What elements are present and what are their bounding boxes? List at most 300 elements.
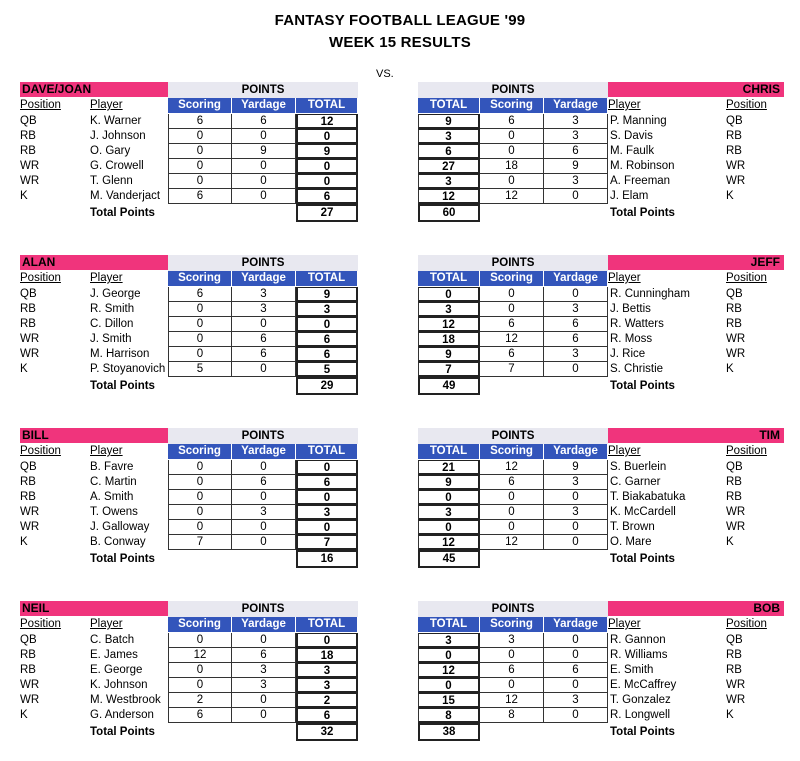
player-name: J. Elam: [610, 190, 649, 202]
scoring-cell: 7: [168, 535, 232, 550]
column-header-scoring: Scoring: [480, 98, 544, 113]
player-name: K. Johnson: [90, 679, 148, 691]
position-cell: RB: [20, 491, 36, 503]
total-points-label: Total Points: [610, 207, 675, 219]
player-row: [20, 663, 360, 678]
yardage-cell: 6: [232, 347, 296, 362]
position-cell: WR: [20, 679, 40, 691]
yardage-cell: 0: [232, 520, 296, 535]
yardage-cell: 3: [544, 174, 608, 189]
player-name: O. Gary: [90, 145, 131, 157]
yardage-cell: 0: [544, 708, 608, 723]
player-name: T. Gonzalez: [610, 694, 671, 706]
yardage-cell: 6: [232, 114, 296, 129]
position-cell: RB: [726, 303, 742, 315]
yardage-cell: 6: [544, 144, 608, 159]
player-row: [418, 633, 784, 648]
yardage-cell: 3: [232, 302, 296, 317]
position-cell: WR: [726, 506, 746, 518]
player-name: R. Watters: [610, 318, 664, 330]
scoring-cell: 6: [168, 287, 232, 302]
column-header-yardage: Yardage: [232, 271, 296, 286]
player-name: B. Conway: [90, 536, 146, 548]
scoring-cell: 0: [168, 174, 232, 189]
total-cell: 6: [296, 347, 358, 362]
yardage-cell: 9: [232, 144, 296, 159]
team-name-banner: TIM: [608, 428, 784, 443]
scoring-cell: 0: [168, 633, 232, 648]
player-name: S. Buerlein: [610, 461, 667, 473]
yardage-cell: 3: [544, 302, 608, 317]
total-cell: 0: [296, 159, 358, 174]
player-row: [418, 129, 784, 144]
total-cell: 0: [418, 520, 480, 535]
player-row: [20, 648, 360, 663]
player-row: [418, 693, 784, 708]
yardage-cell: 0: [544, 287, 608, 302]
position-cell: QB: [726, 461, 743, 473]
scoring-cell: 6: [480, 663, 544, 678]
position-cell: QB: [726, 288, 743, 300]
player-name: K. McCardell: [610, 506, 676, 518]
total-cell: 18: [418, 332, 480, 347]
total-points-value: 49: [418, 377, 480, 395]
total-cell: 21: [418, 460, 480, 475]
position-column-label: Position: [726, 618, 767, 630]
yardage-cell: 0: [232, 633, 296, 648]
player-row: [20, 189, 360, 204]
player-name: K. Warner: [90, 115, 142, 127]
player-row: [418, 535, 784, 550]
matchup-block: [0, 428, 800, 588]
total-cell: 15: [418, 693, 480, 708]
position-cell: K: [20, 363, 28, 375]
vs-label: VS.: [376, 68, 394, 80]
player-row: [418, 362, 784, 377]
total-cell: 6: [418, 144, 480, 159]
position-column-label: Position: [726, 99, 767, 111]
yardage-cell: 6: [544, 663, 608, 678]
total-points-value: 27: [296, 204, 358, 222]
position-cell: RB: [20, 318, 36, 330]
player-row: [20, 475, 360, 490]
scoring-cell: 0: [480, 490, 544, 505]
team-name-banner: BILL: [20, 428, 168, 443]
column-header-scoring: Scoring: [480, 617, 544, 632]
total-cell: 2: [296, 693, 358, 708]
column-header-yardage: Yardage: [232, 444, 296, 459]
player-name: E. McCaffrey: [610, 679, 677, 691]
yardage-cell: 3: [544, 347, 608, 362]
total-cell: 12: [418, 535, 480, 550]
team-name-banner: ALAN: [20, 255, 168, 270]
total-points-value: 38: [418, 723, 480, 741]
total-cell: 3: [296, 302, 358, 317]
scoring-cell: 0: [480, 129, 544, 144]
total-cell: 3: [296, 663, 358, 678]
player-row: [418, 287, 784, 302]
total-cell: 3: [296, 505, 358, 520]
column-header-scoring: Scoring: [168, 617, 232, 632]
position-column-label: Position: [20, 618, 61, 630]
matchup-block: [0, 601, 800, 761]
column-header-yardage: Yardage: [232, 98, 296, 113]
team-name-banner: DAVE/JOAN: [20, 82, 168, 97]
column-header-yardage: Yardage: [544, 444, 608, 459]
scoring-cell: 0: [168, 159, 232, 174]
column-header-yardage: Yardage: [544, 98, 608, 113]
scoring-cell: 2: [168, 693, 232, 708]
position-cell: RB: [726, 491, 742, 503]
column-header-total: TOTAL: [418, 271, 480, 286]
player-name: R. Longwell: [610, 709, 671, 721]
player-name: R. Cunningham: [610, 288, 690, 300]
column-header-total: TOTAL: [418, 98, 480, 113]
yardage-cell: 3: [544, 114, 608, 129]
column-header-total: TOTAL: [296, 617, 358, 632]
player-column-label: Player: [608, 272, 641, 284]
total-cell: 9: [296, 144, 358, 159]
yardage-cell: 0: [232, 317, 296, 332]
total-cell: 0: [296, 174, 358, 189]
player-name: O. Mare: [610, 536, 652, 548]
total-points-label: Total Points: [610, 726, 675, 738]
yardage-cell: 0: [232, 159, 296, 174]
page-title: FANTASY FOOTBALL LEAGUE '99: [274, 12, 526, 29]
yardage-cell: 0: [232, 129, 296, 144]
player-name: T. Owens: [90, 506, 138, 518]
player-row: [418, 663, 784, 678]
yardage-cell: 0: [544, 648, 608, 663]
player-column-label: Player: [608, 445, 641, 457]
total-cell: 18: [296, 648, 358, 663]
player-row: [20, 535, 360, 550]
matchup-block: [0, 255, 800, 415]
player-row: [418, 332, 784, 347]
position-cell: QB: [726, 634, 743, 646]
yardage-cell: 0: [232, 174, 296, 189]
total-cell: 12: [296, 114, 358, 129]
yardage-cell: 6: [544, 332, 608, 347]
player-name: J. Bettis: [610, 303, 651, 315]
position-cell: RB: [20, 303, 36, 315]
yardage-cell: 3: [232, 678, 296, 693]
yardage-cell: 3: [544, 475, 608, 490]
yardage-cell: 9: [544, 460, 608, 475]
position-cell: WR: [20, 333, 40, 345]
position-cell: K: [20, 536, 28, 548]
total-points-label: Total Points: [90, 553, 155, 565]
total-points-label: Total Points: [90, 380, 155, 392]
player-name: J. Johnson: [90, 130, 146, 142]
player-row: [20, 114, 360, 129]
player-name: M. Vanderjact: [90, 190, 161, 202]
points-header: POINTS: [418, 255, 608, 271]
player-row: [418, 317, 784, 332]
scoring-cell: 0: [168, 302, 232, 317]
total-cell: 0: [296, 317, 358, 332]
player-name: R. Gannon: [610, 634, 666, 646]
player-name: T. Brown: [610, 521, 655, 533]
player-name: A. Freeman: [610, 175, 671, 187]
yardage-cell: 6: [544, 317, 608, 332]
team-name-banner: JEFF: [608, 255, 784, 270]
total-cell: 0: [418, 490, 480, 505]
scoring-cell: 12: [480, 189, 544, 204]
player-row: [20, 678, 360, 693]
column-header-yardage: Yardage: [232, 617, 296, 632]
player-row: [20, 693, 360, 708]
total-points-value: 32: [296, 723, 358, 741]
player-column-label: Player: [90, 618, 123, 630]
points-header: POINTS: [418, 82, 608, 98]
player-row: [418, 678, 784, 693]
scoring-cell: 0: [480, 505, 544, 520]
total-cell: 0: [296, 633, 358, 648]
total-cell: 3: [418, 174, 480, 189]
total-cell: 7: [296, 535, 358, 550]
player-row: [20, 287, 360, 302]
position-cell: QB: [20, 288, 37, 300]
scoring-cell: 0: [168, 663, 232, 678]
position-cell: RB: [20, 145, 36, 157]
matchup-block: [0, 82, 800, 242]
scoring-cell: 0: [168, 490, 232, 505]
points-header: POINTS: [168, 428, 358, 444]
total-cell: 9: [418, 347, 480, 362]
player-row: [418, 475, 784, 490]
position-cell: RB: [20, 476, 36, 488]
scoring-cell: 0: [480, 174, 544, 189]
yardage-cell: 0: [544, 362, 608, 377]
yardage-cell: 0: [232, 460, 296, 475]
column-header-total: TOTAL: [418, 444, 480, 459]
yardage-cell: 0: [544, 189, 608, 204]
total-cell: 9: [418, 114, 480, 129]
player-name: J. Rice: [610, 348, 646, 360]
total-cell: 0: [418, 648, 480, 663]
position-cell: RB: [20, 649, 36, 661]
total-cell: 0: [418, 678, 480, 693]
points-header: POINTS: [168, 82, 358, 98]
column-header-total: TOTAL: [296, 271, 358, 286]
scoring-cell: 0: [168, 144, 232, 159]
yardage-cell: 0: [544, 535, 608, 550]
total-cell: 12: [418, 663, 480, 678]
player-name: A. Smith: [90, 491, 134, 503]
player-name: C. Batch: [90, 634, 135, 646]
position-cell: RB: [726, 649, 742, 661]
total-points-label: Total Points: [90, 726, 155, 738]
position-cell: WR: [20, 175, 40, 187]
player-row: [20, 708, 360, 723]
position-cell: RB: [726, 664, 742, 676]
position-cell: K: [20, 190, 28, 202]
column-header-scoring: Scoring: [480, 271, 544, 286]
scoring-cell: 0: [480, 144, 544, 159]
player-name: M. Harrison: [90, 348, 150, 360]
scoring-cell: 0: [480, 678, 544, 693]
column-header-scoring: Scoring: [168, 271, 232, 286]
total-points-label: Total Points: [610, 380, 675, 392]
player-name: G. Anderson: [90, 709, 154, 721]
total-cell: 6: [296, 708, 358, 723]
player-row: [20, 174, 360, 189]
player-row: [418, 648, 784, 663]
scoring-cell: 0: [168, 678, 232, 693]
total-cell: 6: [296, 189, 358, 204]
player-row: [20, 129, 360, 144]
player-name: E. George: [90, 664, 143, 676]
scoring-cell: 6: [168, 114, 232, 129]
player-row: [20, 520, 360, 535]
scoring-cell: 5: [168, 362, 232, 377]
total-points-value: 16: [296, 550, 358, 568]
player-row: [20, 505, 360, 520]
player-name: J. George: [90, 288, 141, 300]
player-row: [418, 189, 784, 204]
yardage-cell: 0: [544, 490, 608, 505]
position-cell: RB: [20, 130, 36, 142]
total-cell: 0: [296, 520, 358, 535]
scoring-cell: 12: [480, 535, 544, 550]
player-row: [418, 505, 784, 520]
position-cell: RB: [726, 476, 742, 488]
scoring-cell: 0: [168, 317, 232, 332]
player-row: [418, 114, 784, 129]
player-column-label: Player: [90, 445, 123, 457]
player-name: M. Robinson: [610, 160, 675, 172]
player-column-label: Player: [90, 99, 123, 111]
position-cell: RB: [726, 130, 742, 142]
scoring-cell: 6: [480, 475, 544, 490]
column-header-total: TOTAL: [296, 444, 358, 459]
scoring-cell: 18: [480, 159, 544, 174]
scoring-cell: 0: [168, 520, 232, 535]
player-row: [418, 159, 784, 174]
player-row: [20, 362, 360, 377]
player-name: M. Westbrook: [90, 694, 161, 706]
scoring-cell: 0: [168, 460, 232, 475]
total-cell: 9: [296, 287, 358, 302]
scoring-cell: 0: [168, 347, 232, 362]
player-name: C. Garner: [610, 476, 661, 488]
scoring-cell: 0: [168, 475, 232, 490]
position-cell: RB: [20, 664, 36, 676]
points-header: POINTS: [418, 428, 608, 444]
scoring-cell: 12: [480, 460, 544, 475]
total-cell: 3: [418, 633, 480, 648]
position-cell: WR: [726, 348, 746, 360]
yardage-cell: 3: [232, 287, 296, 302]
player-name: R. Williams: [610, 649, 668, 661]
position-cell: WR: [726, 333, 746, 345]
team-name-banner: NEIL: [20, 601, 168, 616]
total-cell: 0: [296, 460, 358, 475]
position-cell: WR: [726, 679, 746, 691]
total-cell: 7: [418, 362, 480, 377]
player-row: [418, 347, 784, 362]
column-header-yardage: Yardage: [544, 271, 608, 286]
total-cell: 9: [418, 475, 480, 490]
position-cell: WR: [726, 175, 746, 187]
scoring-cell: 0: [480, 302, 544, 317]
scoring-cell: 8: [480, 708, 544, 723]
points-header: POINTS: [168, 601, 358, 617]
player-name: T. Glenn: [90, 175, 133, 187]
total-points-label: Total Points: [90, 207, 155, 219]
player-name: R. Moss: [610, 333, 653, 345]
player-row: [20, 159, 360, 174]
total-cell: 3: [418, 505, 480, 520]
total-cell: 0: [296, 129, 358, 144]
position-cell: WR: [726, 160, 746, 172]
column-header-total: TOTAL: [296, 98, 358, 113]
yardage-cell: 3: [232, 663, 296, 678]
total-cell: 8: [418, 708, 480, 723]
player-name: S. Christie: [610, 363, 664, 375]
player-row: [20, 460, 360, 475]
yardage-cell: 0: [232, 535, 296, 550]
yardage-cell: 0: [232, 693, 296, 708]
yardage-cell: 3: [544, 693, 608, 708]
player-name: J. Smith: [90, 333, 132, 345]
scoring-cell: 6: [168, 189, 232, 204]
position-cell: WR: [726, 694, 746, 706]
position-cell: K: [20, 709, 28, 721]
yardage-cell: 3: [544, 129, 608, 144]
player-name: C. Martin: [90, 476, 137, 488]
position-cell: WR: [20, 348, 40, 360]
total-points-value: 60: [418, 204, 480, 222]
yardage-cell: 0: [544, 633, 608, 648]
player-row: [20, 490, 360, 505]
scoring-cell: 6: [480, 347, 544, 362]
scoring-cell: 7: [480, 362, 544, 377]
position-column-label: Position: [20, 99, 61, 111]
player-name: S. Davis: [610, 130, 653, 142]
position-cell: RB: [726, 318, 742, 330]
total-cell: 12: [418, 189, 480, 204]
column-header-total: TOTAL: [418, 617, 480, 632]
page-subtitle: WEEK 15 RESULTS: [329, 34, 471, 51]
scoring-cell: 12: [168, 648, 232, 663]
total-cell: 0: [296, 490, 358, 505]
player-row: [20, 332, 360, 347]
column-header-scoring: Scoring: [480, 444, 544, 459]
yardage-cell: 3: [544, 505, 608, 520]
total-cell: 27: [418, 159, 480, 174]
scoring-cell: 6: [480, 114, 544, 129]
yardage-cell: 0: [544, 520, 608, 535]
yardage-cell: 0: [544, 678, 608, 693]
total-cell: 3: [296, 678, 358, 693]
total-points-value: 45: [418, 550, 480, 568]
total-cell: 0: [418, 287, 480, 302]
total-points-value: 29: [296, 377, 358, 395]
total-cell: 5: [296, 362, 358, 377]
scoring-cell: 12: [480, 693, 544, 708]
scoring-cell: 0: [168, 505, 232, 520]
position-cell: K: [726, 536, 734, 548]
player-column-label: Player: [608, 99, 641, 111]
position-cell: WR: [20, 506, 40, 518]
player-column-label: Player: [608, 618, 641, 630]
yardage-cell: 9: [544, 159, 608, 174]
player-row: [418, 460, 784, 475]
points-header: POINTS: [168, 255, 358, 271]
position-cell: QB: [20, 461, 37, 473]
